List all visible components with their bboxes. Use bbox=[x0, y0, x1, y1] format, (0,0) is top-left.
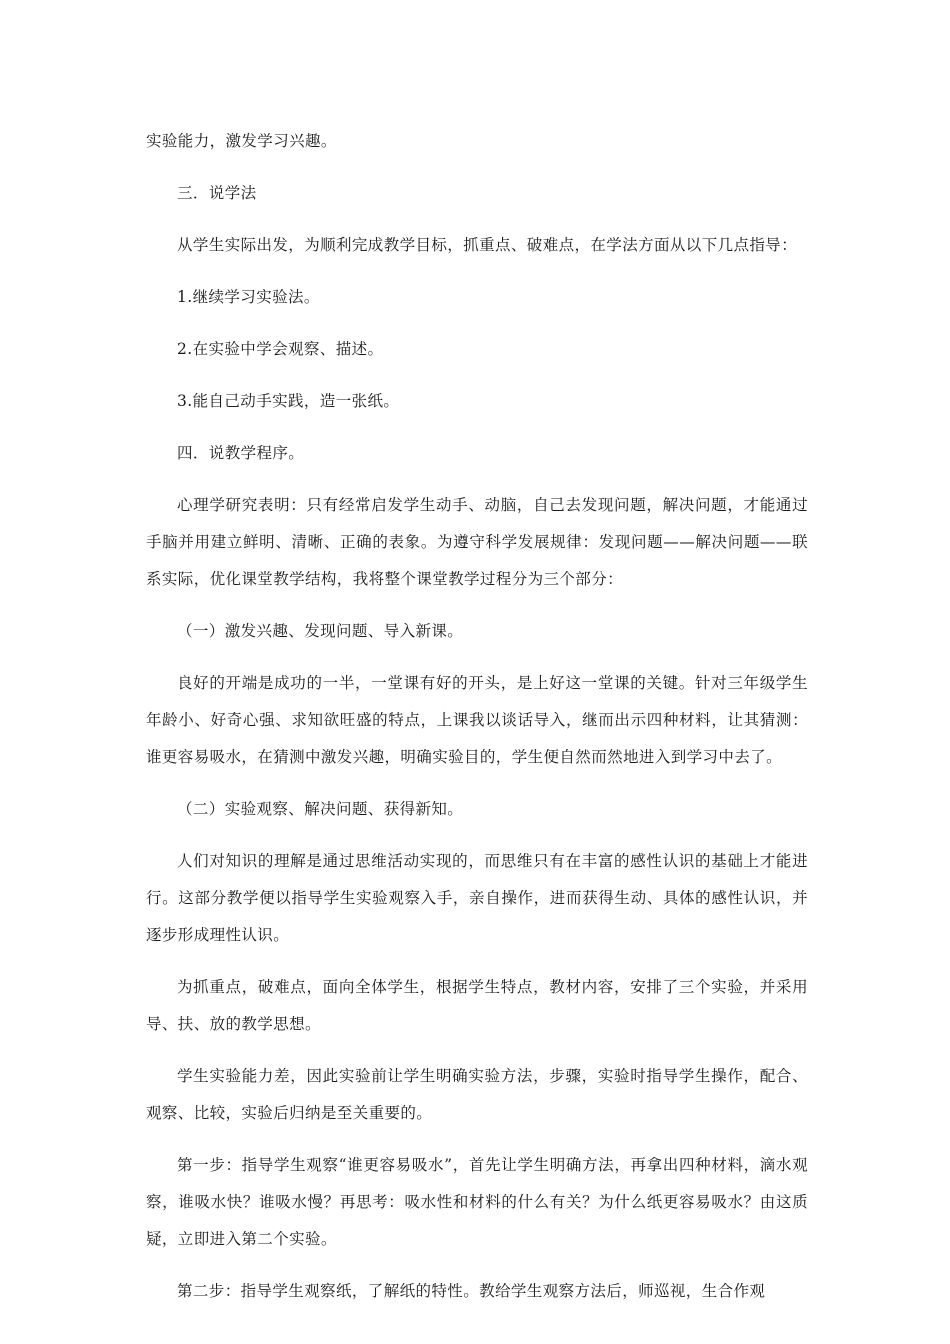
paragraph-continuation: 实验能力，激发学习兴趣。 bbox=[146, 132, 337, 150]
paragraph-step-two: 第二步：指导学生观察纸，了解纸的特性。教给学生观察方法后，师巡视，生合作观 bbox=[177, 1282, 766, 1300]
paragraph-psychology: 心理学研究表明：只有经常启发学生动手、动脑，自己去发现问题，解决问题，才能通过手脑并用建立鲜明、清晰、正确的表象。为遵守科学发展规律：发现问题——解决问题——联系实际，优化课堂教学结构，我将整个课堂教学过程分为三个部分： bbox=[146, 496, 808, 588]
paragraph-study-method-intro: 从学生实际出发，为顺利完成教学目标，抓重点、破难点，在学法方面从以下几点指导： bbox=[177, 236, 798, 254]
document-body bbox=[146, 123, 808, 1310]
list-item-1: 1.继续学习实验法。 bbox=[177, 288, 320, 306]
subsection-heading-2: （二）实验观察、解决问题、获得新知。 bbox=[177, 800, 464, 818]
paragraph-key-points: 为抓重点，破难点，面向全体学生，根据学生特点，教材内容，安排了三个实验，并采用导、扶、放的教学思想。 bbox=[146, 978, 808, 1033]
paragraph-good-start: 良好的开端是成功的一半，一堂课有好的开头，是上好这一堂课的关键。针对三年级学生年龄小、好奇心强、求知欲旺盛的特点，上课我以谈话导入，继而出示四种材料，让其猜测：谁更容易吸水，在猜测中激发兴趣，明确实验目的，学生便自然而然地进入到学习中去了。 bbox=[146, 674, 808, 766]
subsection-heading-1: （一）激发兴趣、发现问题、导入新课。 bbox=[177, 622, 464, 640]
list-item-2: 2.在实验中学会观察、描述。 bbox=[177, 340, 384, 358]
paragraph-knowledge-understanding: 人们对知识的理解是通过思维活动实现的，而思维只有在丰富的感性认识的基础上才能进行。这部分教学便以指导学生实验观察入手，亲自操作，进而获得生动、具体的感性认识，并逐步形成理性认识。 bbox=[146, 852, 808, 944]
paragraph-experiment-ability: 学生实验能力差，因此实验前让学生明确实验方法，步骤，实验时指导学生操作，配合、观察、比较，实验后归纳是至关重要的。 bbox=[146, 1067, 808, 1122]
paragraph-step-one: 第一步：指导学生观察“谁更容易吸水”，首先让学生明确方法，再拿出四种材料，滴水观察，谁吸水快？谁吸水慢？再思考：吸水性和材料的什么有关？为什么纸更容易吸水？由这质疑，立即进入第二个实验。 bbox=[146, 1156, 808, 1248]
list-item-3: 3.能自己动手实践，造一张纸。 bbox=[177, 392, 400, 410]
section-heading-study-method: 三．说学法 bbox=[177, 184, 257, 202]
section-heading-teaching-procedure: 四．说教学程序。 bbox=[177, 444, 305, 462]
